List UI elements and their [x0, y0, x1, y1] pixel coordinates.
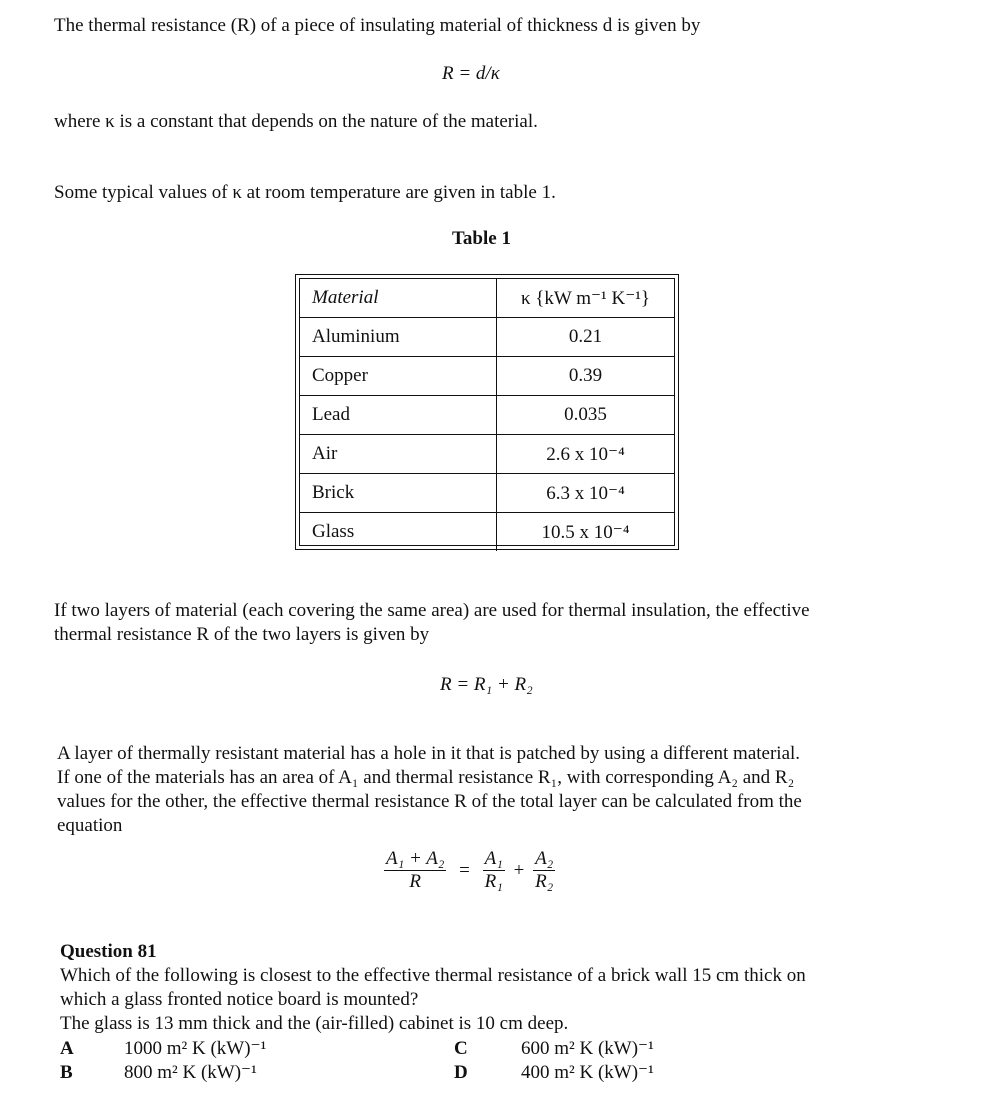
table-row: [300, 318, 674, 357]
kappa-cell: 6.3 x 10⁻⁴: [497, 474, 675, 513]
question-line-1: Which of the following is closest to the effective thermal resistance of a brick wall 15 cm thick on: [60, 965, 806, 986]
table-row: [300, 474, 674, 513]
patch-line-4: equation: [57, 815, 123, 836]
table-title: Table 1: [452, 228, 511, 249]
kappa-table: [295, 274, 679, 550]
term-1-numerator: A₁: [484, 848, 503, 869]
option-d-letter[interactable]: D: [454, 1062, 468, 1083]
formula-parallel: [384, 848, 555, 893]
term-2-numerator: A₂: [535, 848, 554, 869]
formula-series: R = R₁ + R₂: [440, 674, 533, 695]
patch-line-2: If one of the materials has an area of A₁ and thermal resistance R₁, with corresponding A₂ and R₂: [57, 767, 795, 788]
question-line-3: The glass is 13 mm thick and the (air-filled) cabinet is 10 cm deep.: [60, 1013, 569, 1034]
term-2-denominator: R₂: [535, 871, 554, 892]
equals-sign: =: [459, 859, 470, 881]
lhs-numerator: A₁ + A₂: [386, 848, 445, 869]
table-row: [300, 396, 674, 435]
option-c-text[interactable]: 600 m² K (kW)⁻¹: [521, 1038, 654, 1059]
option-a-letter[interactable]: A: [60, 1038, 74, 1059]
layers-line-1: If two layers of material (each covering the same area) are used for thermal insulation, the effective: [54, 600, 810, 621]
option-c-letter[interactable]: C: [454, 1038, 468, 1059]
kappa-cell: 0.21: [497, 318, 675, 357]
table-row: [300, 435, 674, 474]
term-1-denominator: R₁: [484, 871, 503, 892]
fraction-term-1: [483, 848, 505, 893]
question-line-2: which a glass fronted notice board is mounted?: [60, 989, 419, 1010]
header-material: Material: [300, 279, 497, 318]
kappa-cell: 10.5 x 10⁻⁴: [497, 513, 675, 552]
table-row: [300, 513, 674, 552]
layers-line-2: thermal resistance R of the two layers is given by: [54, 624, 430, 645]
patch-line-1: A layer of thermally resistant material has a hole in it that is patched by using a different material.: [57, 743, 801, 764]
material-cell: Lead: [300, 396, 497, 435]
table-header-row: [300, 279, 674, 318]
question-heading: Question 81: [60, 941, 157, 962]
kappa-cell: 2.6 x 10⁻⁴: [497, 435, 675, 474]
material-cell: Air: [300, 435, 497, 474]
kappa-cell: 0.035: [497, 396, 675, 435]
material-cell: Brick: [300, 474, 497, 513]
plus-sign: +: [513, 859, 525, 881]
material-cell: Aluminium: [300, 318, 497, 357]
option-d-text[interactable]: 400 m² K (kW)⁻¹: [521, 1062, 654, 1083]
lhs-denominator: R: [409, 871, 421, 892]
fraction-term-2: [533, 848, 555, 893]
intro-line-1: The thermal resistance (R) of a piece of insulating material of thickness d is given by: [54, 15, 701, 36]
fraction-lhs: [384, 848, 446, 893]
material-cell: Copper: [300, 357, 497, 396]
patch-line-3: values for the other, the effective thermal resistance R of the total layer can be calculated from the: [57, 791, 802, 812]
kappa-cell: 0.39: [497, 357, 675, 396]
option-b-letter[interactable]: B: [60, 1062, 73, 1083]
option-b-text[interactable]: 800 m² K (kW)⁻¹: [124, 1062, 257, 1083]
formula-resistance: R = d/κ: [442, 63, 500, 84]
option-a-text[interactable]: 1000 m² K (kW)⁻¹: [124, 1038, 267, 1059]
table-row: [300, 357, 674, 396]
table-intro: Some typical values of κ at room temperature are given in table 1.: [54, 182, 556, 203]
material-cell: Glass: [300, 513, 497, 552]
header-kappa: κ {kW m⁻¹ K⁻¹}: [497, 279, 675, 318]
intro-line-2: where κ is a constant that depends on the nature of the material.: [54, 111, 538, 132]
